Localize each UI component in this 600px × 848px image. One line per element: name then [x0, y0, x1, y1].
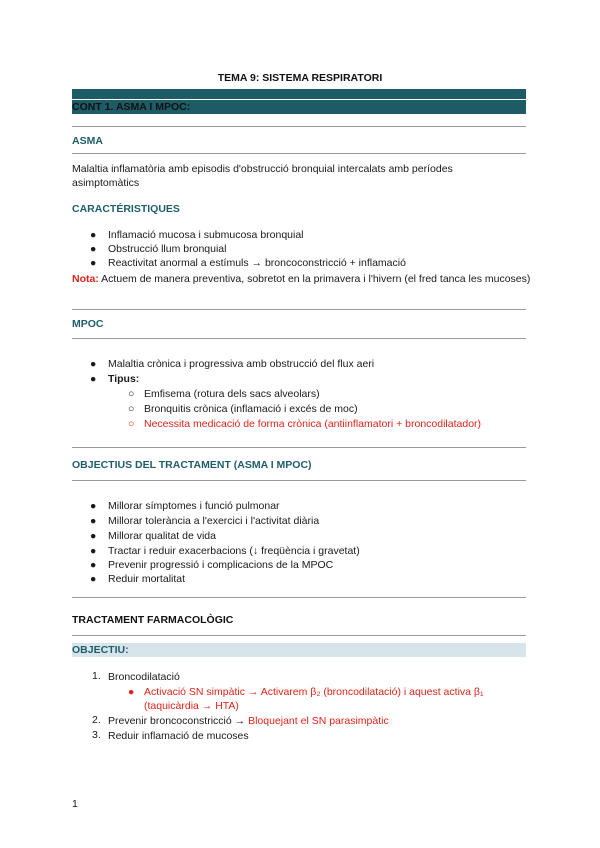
sub-list-item: ○	[128, 418, 135, 430]
list-item-text: Malaltia crònica i progressiva amb obstrucció del flux aeri	[108, 358, 375, 370]
sub-list-item-text: Necessita medicació de forma crònica (antiinflamatori + broncodilatador)	[144, 418, 482, 430]
sub-list-item: ○	[128, 403, 135, 415]
divider	[72, 597, 526, 598]
list-number: 2.	[92, 714, 101, 726]
page-number: 1	[72, 798, 78, 810]
mpoc-heading: MPOC	[72, 318, 104, 330]
list-item	[108, 714, 389, 728]
objectius-heading: OBJECTIUS DEL TRACTAMENT (ASMA I MPOC)	[72, 459, 312, 471]
sub-list-item-text: (taquicàrdia → HTA)	[144, 700, 239, 712]
list-item: ●	[90, 545, 97, 557]
divider	[72, 153, 526, 154]
objectiu-header: OBJECTIU:	[72, 644, 129, 656]
cont-header: CONT 1. ASMA I MPOC:	[72, 101, 191, 113]
sub-list-item-text: Emfisema (rotura dels sacs alveolars)	[144, 388, 320, 400]
list-item: ●	[90, 229, 97, 241]
divider	[72, 480, 526, 481]
asma-heading: ASMA	[72, 135, 103, 147]
sub-list-item-text: Activació SN simpàtic → Activarem β₂ (broncodilatació) i aquest activa β₁	[144, 686, 484, 698]
list-item-text: Inflamació mucosa i submucosa bronquial	[108, 229, 304, 241]
sub-list-item-text: Bronquitis crònica (inflamació i excés de moc)	[144, 403, 358, 415]
note-label: Nota:	[72, 273, 99, 285]
list-item-text: Prevenir progressió i complicacions de la MPOC	[108, 559, 334, 571]
divider	[72, 126, 526, 127]
divider	[72, 635, 526, 636]
list-item-text: Obstrucció llum bronquial	[108, 243, 227, 255]
list-item-text: Broncodilatació	[108, 671, 180, 683]
list-item-text: Reactivitat anormal a estímuls → broncoconstricció + inflamació	[108, 257, 406, 269]
list-item-text: Tractar i reduir exacerbacions (↓ freqüència i gravetat)	[108, 545, 360, 557]
list-item: ●	[90, 530, 97, 542]
tractament-heading: TRACTAMENT FARMACOLÒGIC	[72, 614, 234, 626]
list-item-text: Reduir inflamació de mucoses	[108, 730, 249, 742]
note-paragraph	[72, 272, 532, 286]
list-item: ●	[90, 515, 97, 527]
list-item-text: Millorar tolerància a l'exercici i l'activitat diària	[108, 515, 320, 527]
list-item-text: Reduir mortalitat	[108, 573, 186, 585]
list-item: ●	[90, 559, 97, 571]
note-text: Actuem de manera preventiva, sobretot en la primavera i l'hivern (el fred tanca les mucoses)	[98, 273, 531, 285]
list-item-text: Millorar qualitat de vida	[108, 530, 216, 542]
list-item-text: Tipus:	[108, 373, 140, 385]
list-item-text: Prevenir broncoconstricció →	[108, 715, 249, 727]
list-item-highlight: Bloquejant el SN parasimpàtic	[248, 715, 389, 727]
list-item: ●	[90, 358, 97, 370]
list-item-text: Millorar símptomes i funció pulmonar	[108, 500, 280, 512]
asma-definition: Malaltia inflamatòria amb episodis d'obstrucció bronquial intercalats amb períodes asimptomàtics	[72, 163, 453, 189]
list-item: ●	[90, 373, 97, 385]
list-item: ●	[90, 243, 97, 255]
divider	[72, 338, 526, 339]
list-number: 3.	[92, 729, 101, 741]
page-title: TEMA 9: SISTEMA RESPIRATORI	[217, 72, 383, 84]
list-item: ●	[90, 257, 97, 269]
sub-list-item: ●	[128, 686, 135, 698]
divider	[72, 309, 526, 310]
list-number: 1.	[92, 670, 101, 682]
header-band-top	[72, 89, 526, 99]
list-item: ●	[90, 573, 97, 585]
list-item: ●	[90, 500, 97, 512]
objectiu-header-bar	[72, 643, 526, 657]
sub-list-item: ○	[128, 388, 135, 400]
characteristics-heading: CARACTÉRISTIQUES	[72, 203, 180, 215]
cont-header-bar	[72, 100, 526, 114]
divider	[72, 447, 526, 448]
